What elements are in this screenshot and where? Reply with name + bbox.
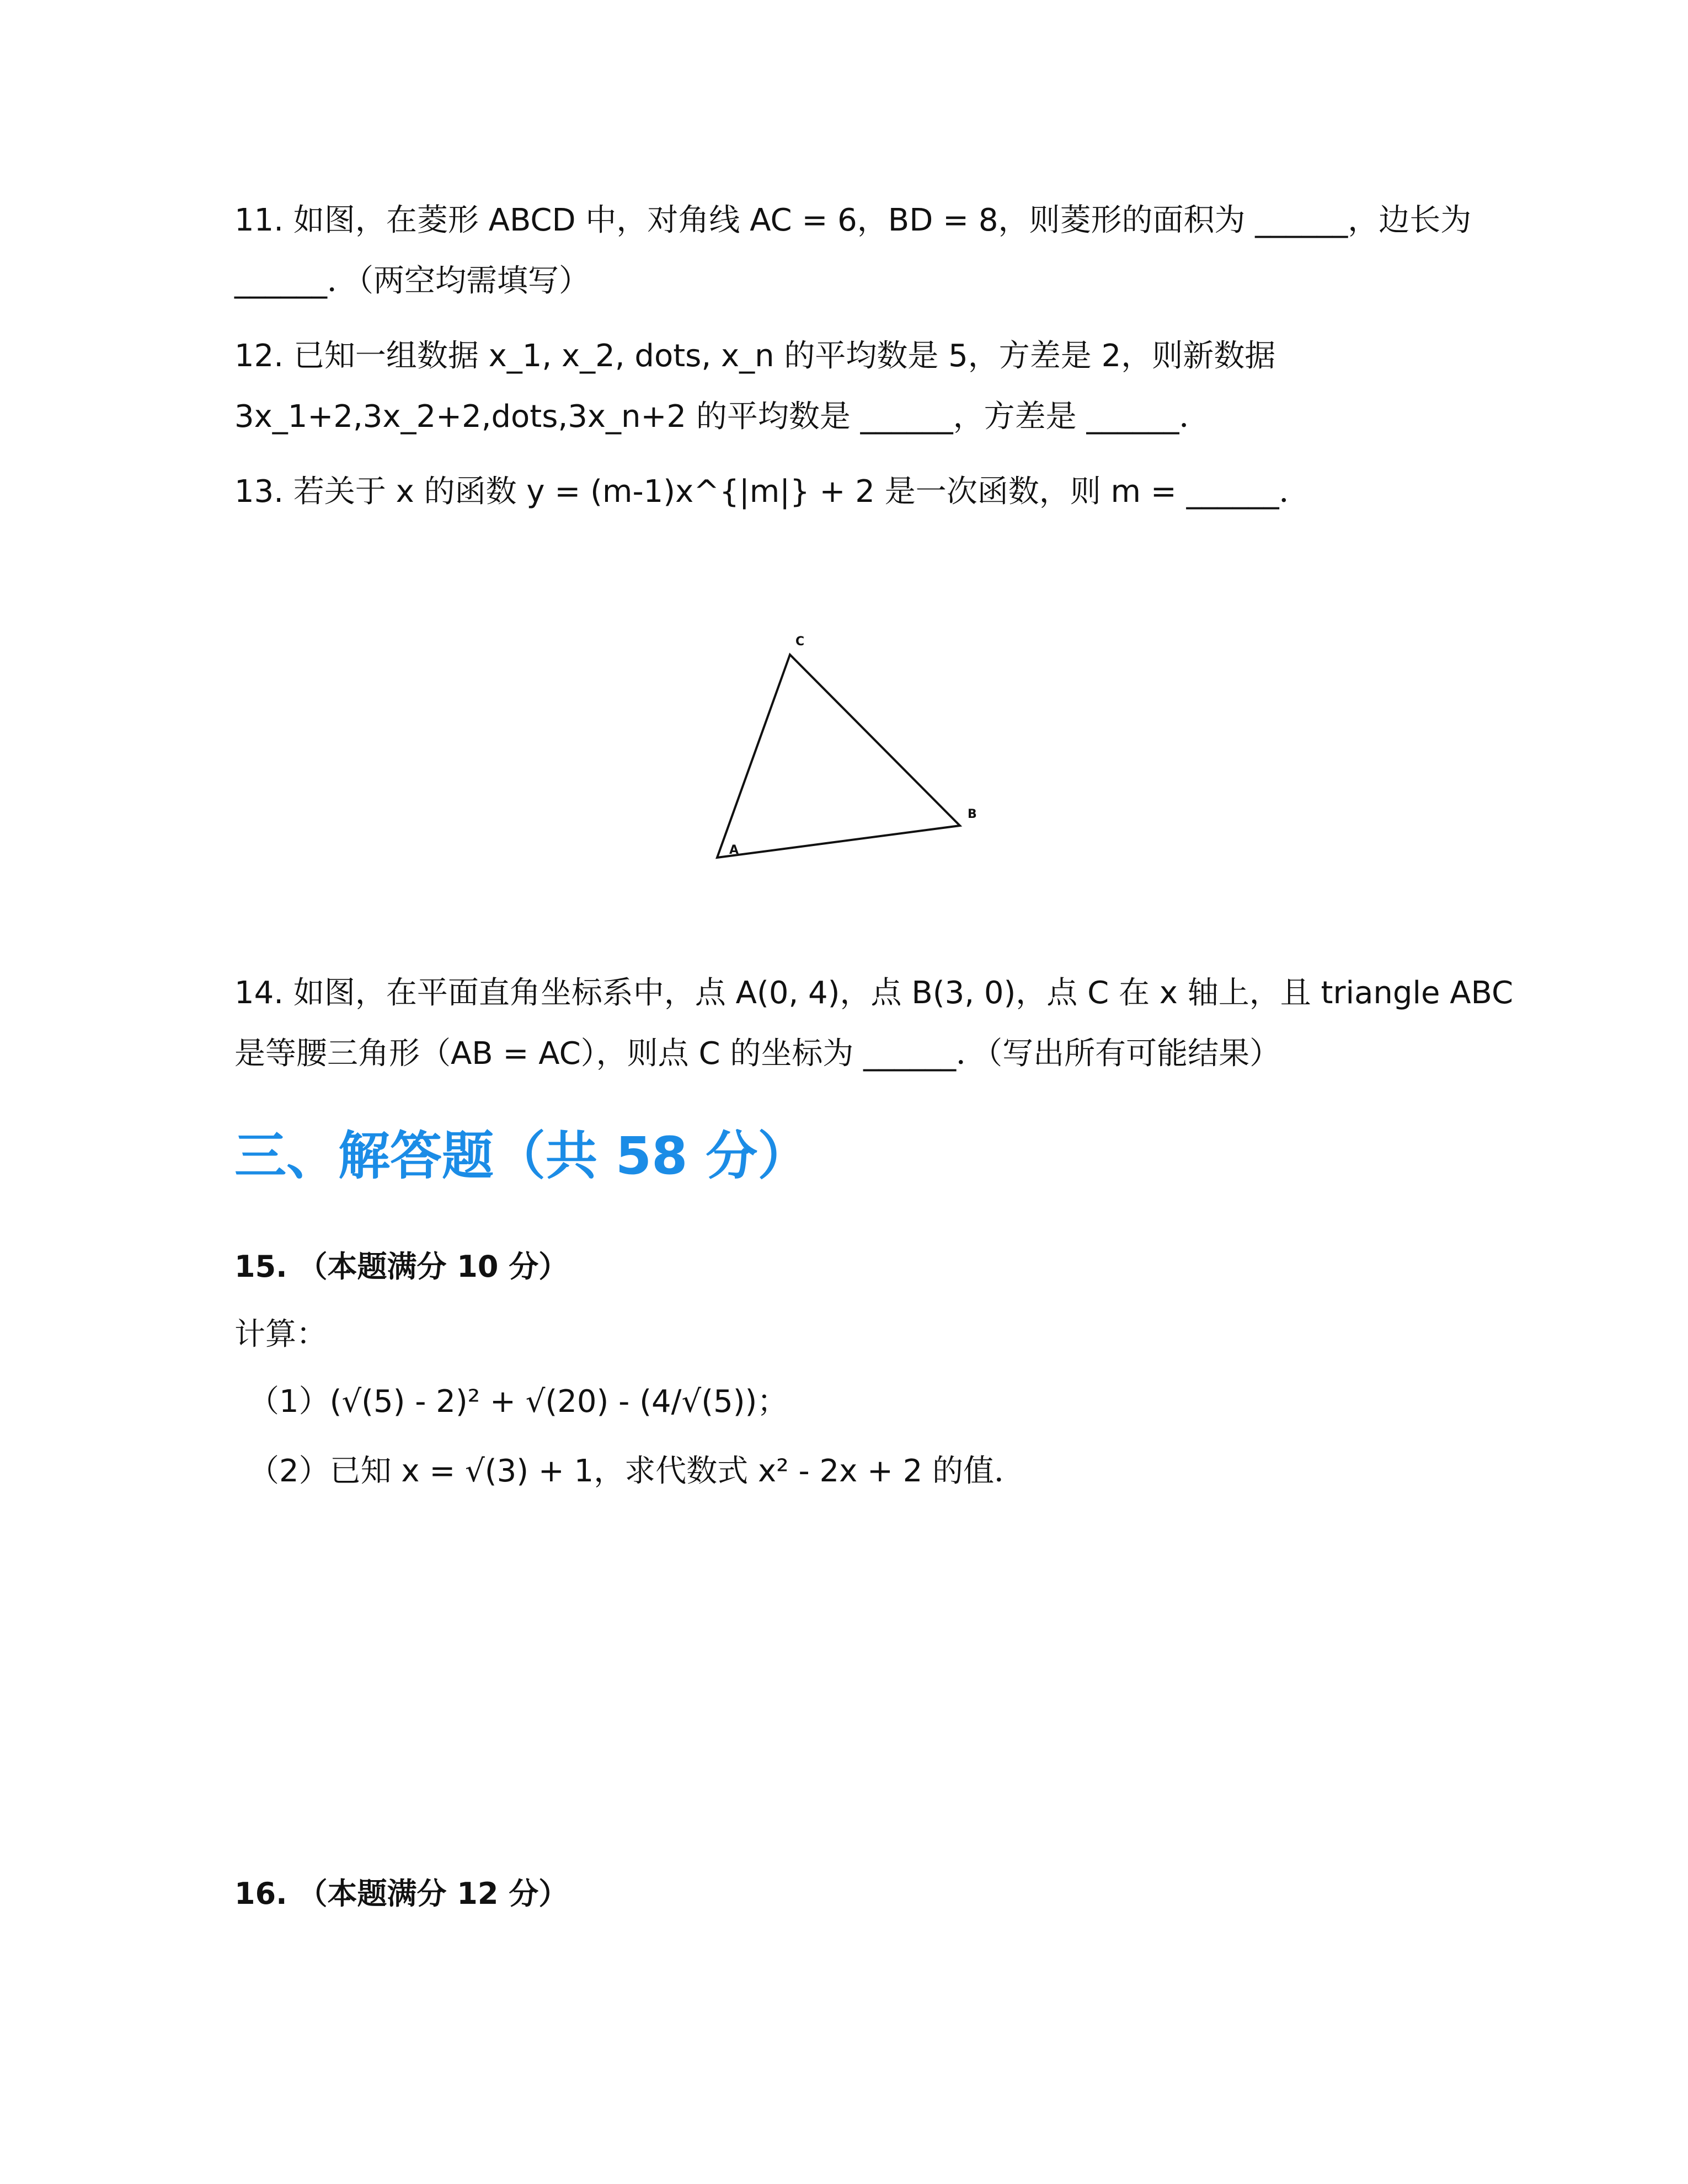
- q12-line2: 3x_1+2,3x_2+2,dots,3x_n+2 的平均数是 ______，方差是 ______．: [234, 399, 1210, 435]
- triangle-figure: [706, 623, 1004, 877]
- vertex-label-a: A: [729, 843, 739, 857]
- q15-part2: （2）已知 x = √(3) + 1，求代数式 x² - 2x + 2 的值．: [248, 1453, 1025, 1489]
- q15-prompt: 计算：: [234, 1316, 327, 1352]
- q13-line1: 13. 若关于 x 的函数 y = (m-1)x^{|m|} + 2 是一次函数，则 m = ______．: [234, 474, 1310, 510]
- section-title: 三、解答题（共 58 分）: [234, 1126, 810, 1186]
- vertex-label-c: C: [795, 635, 805, 649]
- triangle-abc: [717, 655, 960, 858]
- q11-line1: 11. 如图，在菱形 ABCD 中，对角线 AC = 6，BD = 8，则菱形的面积为 ______，边长为: [234, 202, 1472, 238]
- q16-header: 16. （本题满分 12 分）: [234, 1876, 569, 1911]
- q14-line2: 是等腰三角形（AB = AC），则点 C 的坐标为 ______．（写出所有可能结果）: [234, 1036, 1281, 1072]
- q14-line1: 14. 如图，在平面直角坐标系中，点 A(0, 4)，点 B(3, 0)，点 C 在 x 轴上，且 triangle ABC: [234, 975, 1514, 1011]
- q15-part1: （1）(√(5) - 2)² + √(20) - (4/√(5))；: [248, 1384, 788, 1420]
- q12-line1: 12. 已知一组数据 x_1, x_2, dots, x_n 的平均数是 5，方差是 2，则新数据: [234, 338, 1276, 374]
- vertex-label-b: B: [968, 807, 977, 821]
- q15-header: 15. （本题满分 10 分）: [234, 1249, 569, 1284]
- q11-line2: ______．（两空均需填写）: [234, 263, 590, 299]
